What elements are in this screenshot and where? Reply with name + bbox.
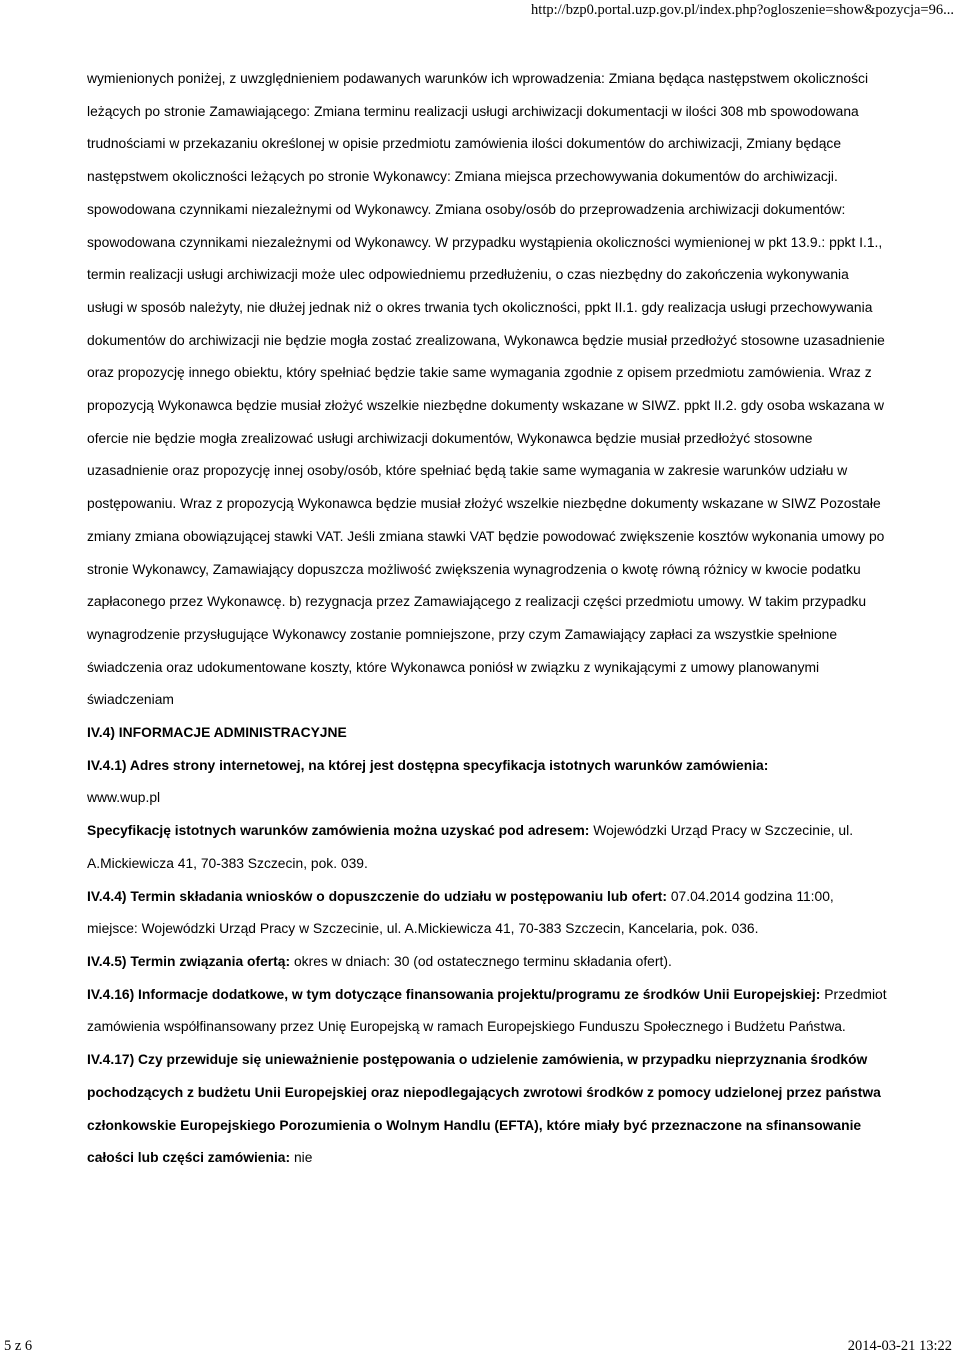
binding-period-value: okres w dniach: 30 (od ostatecznego terminu składania ofert). <box>293 952 672 969</box>
spec-address-label: Specyfikację istotnych warunków zamówienia można uzyskać pod adresem: <box>87 822 590 839</box>
print-header-url: http://bzp0.portal.uzp.gov.pl/index.php?ogloszenie=show&pozycja=96... <box>531 2 954 18</box>
deadline-value: 07.04.2014 godzina 11:00, miejsce: Wojewódzki Urząd Pracy w Szczecinie, ul. A.Mickiewicza 41, 70-383 Szczecin, Kancelaria, pok. 036. <box>87 887 834 937</box>
eu-funding-paragraph <box>87 978 887 1043</box>
binding-period-label: IV.4.5) Termin związania ofertą: <box>87 952 291 969</box>
section-heading-label: IV.4) INFORMACJE ADMINISTRACYJNE <box>87 724 347 741</box>
print-datetime: 2014-03-21 13:22 <box>847 1338 952 1354</box>
page-number: 5 z 6 <box>4 1338 33 1354</box>
website-spec-value: www.wup.pl <box>87 789 161 806</box>
eu-funding-label: IV.4.16) Informacje dodatkowe, w tym dotyczące finansowania projektu/programu ze środków Unii Europejskiej: <box>87 985 821 1002</box>
spec-address-value: Wojewódzki Urząd Pracy w Szczecinie, ul. A.Mickiewicza 41, 70-383 Szczecin, pok. 039. <box>87 822 854 871</box>
amendment-conditions-text: wymienionych poniżej, z uwzględnieniem podawanych warunków ich wprowadzenia: Zmiana będąca następstwem okoliczności leżących po stronie Zamawiającego: Zmiana terminu realizacji usługi archiwizacji dokumentacji w ilości 308 mb spowodowana trudnościami w przekazaniu określonej w opisie przedmiotu zamówienia ilości dokumentów do archiwizacji, Zmiany będące następstwem okoliczności leżących po stronie Wykonawcy: Zmiana miejsca przechowywania dokumentów do archiwizacji. spowodowana czynnikami niezależnymi od Wykonawcy. Zmiana osoby/osób do przeprowadzenia archiwizacji dokumentów: spowodowana czynnikami niezależnymi od Wykonawcy. W przypadku wystąpienia okoliczności wymienionej w pkt 13.9.: ppkt I.1., termin realizacji usługi archiwizacji może ulec odpowiedniemu przedłużeniu, o czas niezbędny do zakończenia wykonywania usługi w sposób należyty, nie dłużej jednak niż o okres trwania tych okoliczności, ppkt II.1. gdy realizacja usługi przechowywania dokumentów do archiwizacji nie będzie mogła zostać zrealizowana, Wykonawca będzie musiał przedłożyć stosowne uzasadnienie oraz propozycję innego obiektu, który spełniać będzie takie same wymagania zgodnie z opisem przedmiotu zamówienia. Wraz z propozycją Wykonawca będzie musiał złożyć wszelkie niezbędne dokumenty wskazane w SIWZ. ppkt II.2. gdy osoba wskazana w ofercie nie będzie mogła zrealizować usługi archiwizacji dokumentów, Wykonawca będzie musiał przedłożyć stosowne uzasadnienie oraz propozycję innej osoby/osób, które spełniać będą takie same wymagania w zakresie warunków udziału w postępowaniu. Wraz z propozycją Wykonawca będzie musiał złożyć wszelkie niezbędne dokumenty wskazane w SIWZ Pozostałe zmiany zmiana obowiązującej stawki VAT. Jeśli zmiana stawki VAT będzie powodować zwiększenie kosztów wykonania umowy po stronie Wykonawcy, Zamawiający dopuszcza możliwość zwiększenia wynagrodzenia o kwotę równą różnicy w kwocie podatku zapłaconego przez Wykonawcę. b) rezygnacja przez Zamawiającego z realizacji części przedmiotu umowy. W takim przypadku wynagrodzenie przysługujące Wykonawcy zostanie pomniejszone, przy czym Zamawiający zapłaci za wszystkie spełnione świadczenia oraz udokumentowane koszty, które Wykonawca poniósł w związku z wynikającymi z umowy planowanymi świadczeniam <box>87 70 885 708</box>
spec-address-paragraph <box>87 814 887 879</box>
deadline-paragraph <box>87 880 887 945</box>
binding-period-paragraph <box>87 945 887 978</box>
deadline-label: IV.4.4) Termin składania wniosków o dopuszczenie do udziału w postępowaniu lub ofert: <box>87 887 667 904</box>
eu-funding-value: Przedmiot zamówienia współfinansowany przez Unię Europejską w ramach Europejskiego Funduszu Społecznego i Budżetu Państwa. <box>87 985 887 1035</box>
website-spec-paragraph <box>87 749 887 782</box>
notice-content <box>87 62 887 1174</box>
annulment-value: nie <box>293 1149 313 1166</box>
annulment-label: IV.4.17) Czy przewiduje się unieważnienie postępowania o udzielenie zamówienia, w przypadku nieprzyznania środków pochodzących z budżetu Unii Europejskiej oraz niepodlegających zwrotowi środków z pomocy udzielonej przez państwa członkowskie Europejskiego Porozumienia o Wolnym Handlu (EFTA), które miały być przeznaczone na sfinansowanie całości lub części zamówienia: <box>87 1051 881 1166</box>
section-heading <box>87 716 887 749</box>
annulment-paragraph <box>87 1043 887 1174</box>
website-spec-label: IV.4.1) Adres strony internetowej, na której jest dostępna specyfikacja istotnych warunków zamówienia: <box>87 756 769 773</box>
